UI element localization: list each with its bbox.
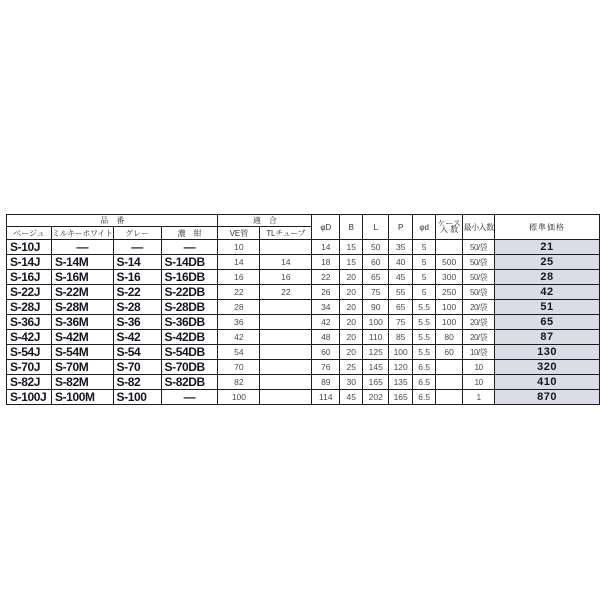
- part-number-milky-white: S-54M: [51, 345, 113, 360]
- spec-price-table: [6, 214, 600, 405]
- dim-phi-d-inner-value: 6.5: [413, 375, 436, 390]
- header-color-dark-navy: 濃 紺: [161, 227, 218, 240]
- fit-ve-pipe-value: 14: [218, 255, 260, 270]
- header-case-quantity-line1: ケース: [437, 218, 461, 228]
- dim-b-value: 20: [340, 285, 363, 300]
- part-number-gray: S-22: [113, 285, 161, 300]
- dim-p-value: 65: [389, 300, 413, 315]
- minimum-quantity-value: 1: [463, 390, 495, 405]
- dim-l-value: 202: [363, 390, 389, 405]
- part-number-gray: S-36: [113, 315, 161, 330]
- dim-l-value: 75: [363, 285, 389, 300]
- header-color-gray: グレー: [113, 227, 161, 240]
- dim-p-value: 165: [389, 390, 413, 405]
- fit-tl-tube-value: [260, 345, 312, 360]
- dim-b-value: 20: [340, 270, 363, 285]
- dim-phi-d-outer-value: 14: [312, 240, 340, 255]
- dim-p-value: 120: [389, 360, 413, 375]
- case-quantity-value: 250: [436, 285, 463, 300]
- part-number-milky-white: —: [51, 240, 113, 255]
- dim-b-value: 20: [340, 315, 363, 330]
- header-group-compatibility: 適 合: [218, 215, 312, 227]
- fit-ve-pipe-value: 28: [218, 300, 260, 315]
- dim-l-value: 90: [363, 300, 389, 315]
- dim-phi-d-inner-value: 5: [413, 255, 436, 270]
- standard-price-value: 51: [495, 300, 600, 315]
- fit-ve-pipe-value: 54: [218, 345, 260, 360]
- case-quantity-value: [436, 360, 463, 375]
- minimum-quantity-value: 20/袋: [463, 300, 495, 315]
- dim-b-value: 15: [340, 255, 363, 270]
- dim-b-value: 20: [340, 345, 363, 360]
- part-number-gray: S-54: [113, 345, 161, 360]
- dim-phi-d-outer-value: 34: [312, 300, 340, 315]
- dim-b-value: 30: [340, 375, 363, 390]
- minimum-quantity-value: 50/袋: [463, 285, 495, 300]
- dim-l-value: 165: [363, 375, 389, 390]
- part-number-milky-white: S-70M: [51, 360, 113, 375]
- fit-ve-pipe-value: 16: [218, 270, 260, 285]
- part-number-dark-navy: S-14DB: [161, 255, 218, 270]
- dim-phi-d-inner-value: 6.5: [413, 360, 436, 375]
- case-quantity-value: 500: [436, 255, 463, 270]
- part-number-dark-navy: —: [161, 390, 218, 405]
- part-number-gray: —: [113, 240, 161, 255]
- dim-phi-d-outer-value: 26: [312, 285, 340, 300]
- header-fit-ve-pipe: VE管: [218, 227, 260, 240]
- part-number-milky-white: S-28M: [51, 300, 113, 315]
- part-number-dark-navy: —: [161, 240, 218, 255]
- part-number-dark-navy: S-28DB: [161, 300, 218, 315]
- dim-l-value: 110: [363, 330, 389, 345]
- part-number-milky-white: S-82M: [51, 375, 113, 390]
- part-number-milky-white: S-14M: [51, 255, 113, 270]
- standard-price-value: 320: [495, 360, 600, 375]
- part-number-beige: S-82J: [7, 375, 52, 390]
- table-row: [7, 285, 600, 300]
- minimum-quantity-value: 50/袋: [463, 240, 495, 255]
- part-number-gray: S-28: [113, 300, 161, 315]
- part-number-milky-white: S-42M: [51, 330, 113, 345]
- minimum-quantity-value: 20/袋: [463, 330, 495, 345]
- header-standard-price: 標準価格: [495, 215, 600, 240]
- fit-ve-pipe-value: 10: [218, 240, 260, 255]
- standard-price-value: 130: [495, 345, 600, 360]
- minimum-quantity-value: 20/袋: [463, 315, 495, 330]
- dim-p-value: 45: [389, 270, 413, 285]
- part-number-dark-navy: S-54DB: [161, 345, 218, 360]
- dim-phi-d-inner-value: 5.5: [413, 330, 436, 345]
- fit-ve-pipe-value: 100: [218, 390, 260, 405]
- header-color-milky-white: ミルキーホワイト: [51, 228, 113, 238]
- dim-p-value: 35: [389, 240, 413, 255]
- dim-phi-d-inner-value: 5.5: [413, 345, 436, 360]
- dim-phi-d-inner-value: 5: [413, 240, 436, 255]
- fit-ve-pipe-value: 42: [218, 330, 260, 345]
- part-number-beige: S-100J: [7, 390, 52, 405]
- dim-b-value: 25: [340, 360, 363, 375]
- dim-phi-d-outer-value: 18: [312, 255, 340, 270]
- case-quantity-value: [436, 390, 463, 405]
- table-row: [7, 240, 600, 255]
- part-number-dark-navy: S-22DB: [161, 285, 218, 300]
- minimum-quantity-value: 10: [463, 360, 495, 375]
- part-number-gray: S-100: [113, 390, 161, 405]
- table-row: [7, 390, 600, 405]
- part-number-beige: S-16J: [7, 270, 52, 285]
- part-number-beige: S-36J: [7, 315, 52, 330]
- dim-l-value: 50: [363, 240, 389, 255]
- header-dim-b: B: [340, 215, 363, 240]
- dim-l-value: 145: [363, 360, 389, 375]
- table-row: [7, 255, 600, 270]
- header-phi-d-outer: φD: [312, 215, 340, 240]
- table-row: [7, 270, 600, 285]
- table-row: [7, 330, 600, 345]
- part-number-dark-navy: S-36DB: [161, 315, 218, 330]
- fit-ve-pipe-value: 82: [218, 375, 260, 390]
- dim-phi-d-outer-value: 48: [312, 330, 340, 345]
- dim-phi-d-outer-value: 89: [312, 375, 340, 390]
- part-number-beige: S-70J: [7, 360, 52, 375]
- part-number-dark-navy: S-82DB: [161, 375, 218, 390]
- standard-price-value: 25: [495, 255, 600, 270]
- fit-tl-tube-value: 22: [260, 285, 312, 300]
- dim-phi-d-inner-value: 5.5: [413, 315, 436, 330]
- table-row: [7, 315, 600, 330]
- part-number-beige: S-28J: [7, 300, 52, 315]
- case-quantity-value: 80: [436, 330, 463, 345]
- minimum-quantity-value: 10: [463, 375, 495, 390]
- part-number-dark-navy: S-42DB: [161, 330, 218, 345]
- part-number-beige: S-14J: [7, 255, 52, 270]
- dim-phi-d-inner-value: 6.5: [413, 390, 436, 405]
- part-number-beige: S-54J: [7, 345, 52, 360]
- dim-phi-d-outer-value: 114: [312, 390, 340, 405]
- fit-ve-pipe-value: 36: [218, 315, 260, 330]
- standard-price-value: 87: [495, 330, 600, 345]
- case-quantity-value: 300: [436, 270, 463, 285]
- dim-p-value: 135: [389, 375, 413, 390]
- part-number-gray: S-16: [113, 270, 161, 285]
- standard-price-value: 42: [495, 285, 600, 300]
- fit-tl-tube-value: [260, 315, 312, 330]
- fit-tl-tube-value: [260, 330, 312, 345]
- dim-b-value: 20: [340, 330, 363, 345]
- part-number-gray: S-42: [113, 330, 161, 345]
- dim-phi-d-inner-value: 5: [413, 285, 436, 300]
- fit-tl-tube-value: [260, 240, 312, 255]
- part-number-milky-white: S-36M: [51, 315, 113, 330]
- standard-price-value: 410: [495, 375, 600, 390]
- dim-p-value: 75: [389, 315, 413, 330]
- dim-p-value: 100: [389, 345, 413, 360]
- dim-p-value: 85: [389, 330, 413, 345]
- minimum-quantity-value: 50/袋: [463, 270, 495, 285]
- dim-l-value: 125: [363, 345, 389, 360]
- header-color-beige: ベージュ: [7, 227, 52, 240]
- header-case-quantity: [436, 215, 463, 240]
- case-quantity-value: 100: [436, 315, 463, 330]
- part-number-milky-white: S-22M: [51, 285, 113, 300]
- header-dim-l: L: [363, 215, 389, 240]
- table-row: [7, 300, 600, 315]
- fit-tl-tube-value: [260, 360, 312, 375]
- case-quantity-value: [436, 240, 463, 255]
- minimum-quantity-value: 50/袋: [463, 255, 495, 270]
- fit-tl-tube-value: 14: [260, 255, 312, 270]
- case-quantity-value: [436, 375, 463, 390]
- part-number-milky-white: S-16M: [51, 270, 113, 285]
- dim-l-value: 100: [363, 315, 389, 330]
- dim-phi-d-inner-value: 5.5: [413, 300, 436, 315]
- case-quantity-value: 60: [436, 345, 463, 360]
- fit-ve-pipe-value: 22: [218, 285, 260, 300]
- dim-b-value: 20: [340, 300, 363, 315]
- fit-tl-tube-value: [260, 390, 312, 405]
- dim-b-value: 15: [340, 240, 363, 255]
- dim-phi-d-outer-value: 42: [312, 315, 340, 330]
- header-minimum-quantity: 最小入数: [463, 215, 495, 240]
- dim-b-value: 45: [340, 390, 363, 405]
- header-group-part-number: 品 番: [7, 215, 218, 227]
- standard-price-value: 870: [495, 390, 600, 405]
- table-row: [7, 375, 600, 390]
- standard-price-value: 21: [495, 240, 600, 255]
- header-fit-tl-tube: TLチューブ: [260, 227, 312, 240]
- part-number-beige: S-42J: [7, 330, 52, 345]
- part-number-beige: S-10J: [7, 240, 52, 255]
- minimum-quantity-value: 10/袋: [463, 345, 495, 360]
- header-case-quantity-line2: 入 数: [440, 225, 459, 234]
- part-number-gray: S-82: [113, 375, 161, 390]
- header-dim-p: P: [389, 215, 413, 240]
- dim-phi-d-outer-value: 76: [312, 360, 340, 375]
- fit-ve-pipe-value: 70: [218, 360, 260, 375]
- part-number-dark-navy: S-70DB: [161, 360, 218, 375]
- part-number-beige: S-22J: [7, 285, 52, 300]
- part-number-milky-white: S-100M: [51, 390, 113, 405]
- fit-tl-tube-value: [260, 300, 312, 315]
- fit-tl-tube-value: 16: [260, 270, 312, 285]
- part-number-gray: S-70: [113, 360, 161, 375]
- table-body: [7, 240, 600, 405]
- standard-price-value: 28: [495, 270, 600, 285]
- standard-price-value: 65: [495, 315, 600, 330]
- dim-phi-d-outer-value: 22: [312, 270, 340, 285]
- table-row: [7, 345, 600, 360]
- dim-phi-d-inner-value: 5: [413, 270, 436, 285]
- dim-phi-d-outer-value: 60: [312, 345, 340, 360]
- part-number-gray: S-14: [113, 255, 161, 270]
- dim-l-value: 65: [363, 270, 389, 285]
- header-phi-d-inner: φd: [413, 215, 436, 240]
- table-row: [7, 360, 600, 375]
- fit-tl-tube-value: [260, 375, 312, 390]
- case-quantity-value: 100: [436, 300, 463, 315]
- dim-l-value: 60: [363, 255, 389, 270]
- dim-p-value: 40: [389, 255, 413, 270]
- part-number-dark-navy: S-16DB: [161, 270, 218, 285]
- dim-p-value: 55: [389, 285, 413, 300]
